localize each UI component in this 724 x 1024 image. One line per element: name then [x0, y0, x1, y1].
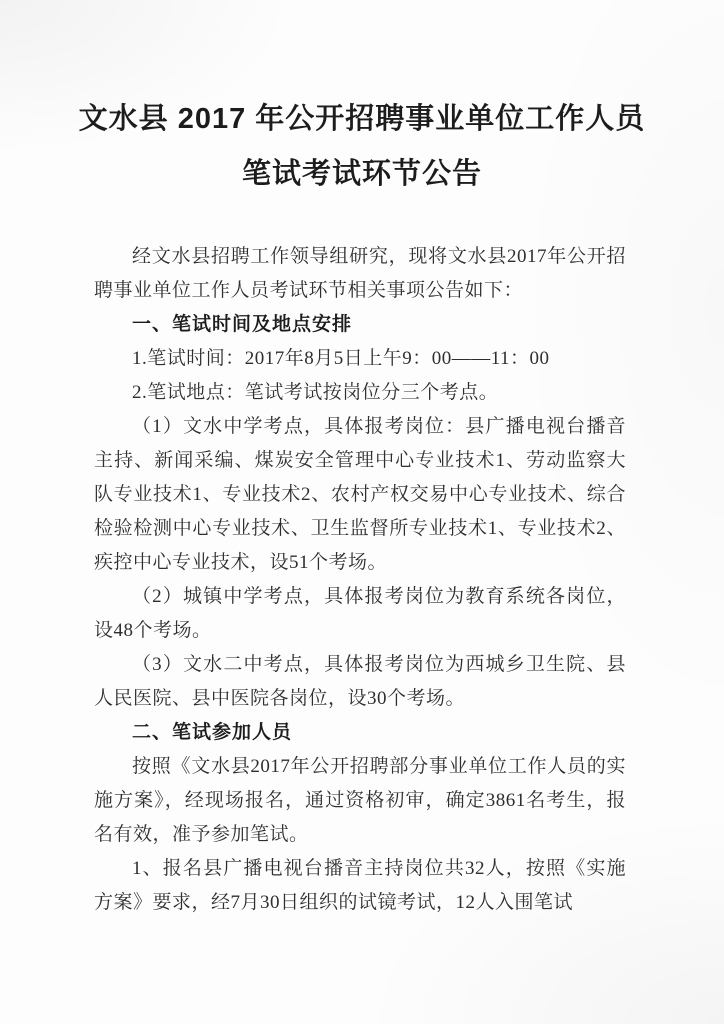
section-heading-2: 二、笔试参加人员	[132, 722, 293, 743]
paragraph-exam-time: 1.笔试时间：2017年8月5日上午9：00——11：00	[132, 348, 550, 369]
document-title-line-2: 笔试考试环节公告	[241, 158, 482, 190]
section-heading-1: 一、笔试时间及地点安排	[132, 314, 353, 335]
paragraph-site-3: （3）文水二中考点，具体报考岗位为西城乡卫生院、县人民医院、县中医院各岗位，设30个考场。	[94, 654, 626, 709]
document-header	[0, 0, 724, 202]
paragraph-candidates: 按照《文水县2017年公开招聘部分事业单位工作人员的实施方案》，经现场报名，通过资格初审，确定3861名考生，报名有效，准予参加笔试。	[94, 756, 626, 845]
paragraph-exam-location: 2.笔试地点：笔试考试按岗位分三个考点。	[132, 382, 499, 403]
document-body	[0, 240, 724, 920]
paragraph-broadcast-post: 1、报名县广播电视台播音主持岗位共32人，按照《实施方案》要求，经7月30日组织的试镜考试，12人入围笔试	[94, 858, 626, 913]
paragraph-site-1: （1）文水中学考点，具体报考岗位：县广播电视台播音主持、新闻采编、煤炭安全管理中心专业技术1、劳动监察大队专业技术1、专业技术2、农村产权交易中心专业技术、综合检验检测中心专业技术、卫生监督所专业技术1、专业技术2、疾控中心专业技术，设51个考场。	[94, 416, 626, 573]
document-title-line-1: 文水县 2017 年公开招聘事业单位工作人员	[78, 103, 646, 135]
paragraph-site-2: （2）城镇中学考点，具体报考岗位为教育系统各岗位，设48个考场。	[94, 586, 626, 641]
paragraph-intro: 经文水县招聘工作领导组研究，现将文水县2017年公开招聘事业单位工作人员考试环节相关事项公告如下：	[94, 246, 626, 301]
